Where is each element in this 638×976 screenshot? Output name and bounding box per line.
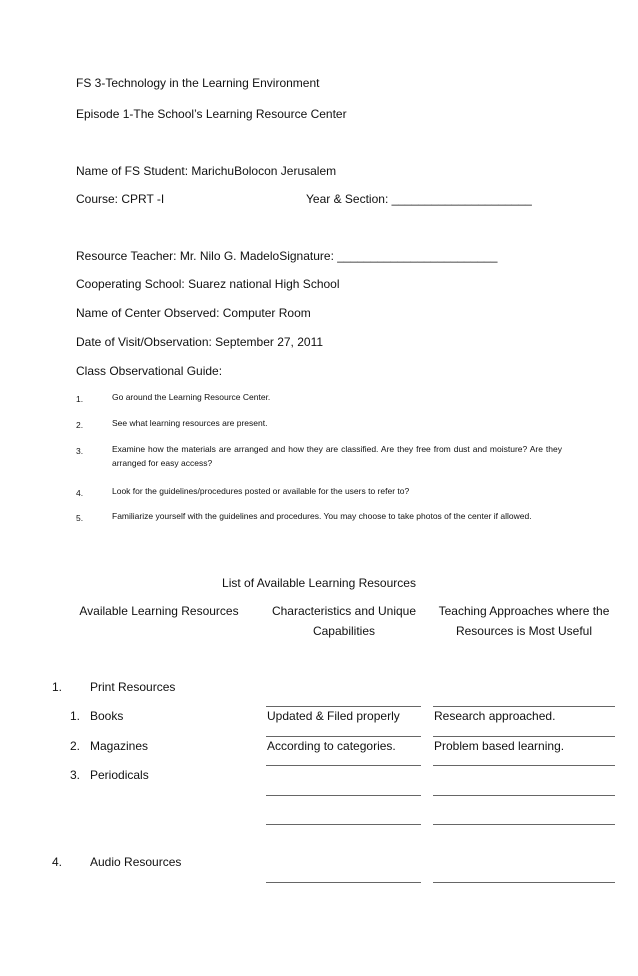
- guide-item-text: Familiarize yourself with the guidelines and procedures. You may choose to take photos of the center if allowed.: [112, 511, 532, 521]
- student-name: Name of FS Student: MarichuBolocon Jerusalem: [76, 164, 337, 178]
- guide-item-number: 1.: [76, 394, 84, 404]
- guide-item-text: Look for the guidelines/procedures posted or available for the users to refer to?: [112, 486, 410, 496]
- table-rule: [433, 736, 615, 737]
- guide-item-number: 2.: [76, 420, 84, 430]
- table-rule: [266, 765, 421, 766]
- table-rule: [266, 736, 421, 737]
- table-rule: [433, 765, 615, 766]
- document-title: FS 3-Technology in the Learning Environment: [76, 76, 320, 90]
- table-rule: [433, 706, 615, 707]
- table-rule: [433, 824, 615, 825]
- year-section-field: Year & Section: _____________________: [306, 192, 532, 206]
- table-rule: [266, 882, 421, 883]
- guide-item-text: See what learning resources are present.: [112, 418, 268, 428]
- table-rule: [266, 706, 421, 707]
- guide-item-number: 4.: [76, 488, 84, 498]
- row-approach: Research approached.: [434, 709, 556, 723]
- table-rule: [266, 824, 421, 825]
- episode-title: Episode 1-The School’s Learning Resource Center: [76, 107, 347, 121]
- center-observed-field: Name of Center Observed: Computer Room: [76, 306, 311, 320]
- table-rule: [266, 795, 421, 796]
- row-label: Books: [90, 709, 124, 723]
- table-rule: [433, 795, 615, 796]
- table-title: List of Available Learning Resources: [222, 576, 416, 590]
- guide-item-text: Go around the Learning Resource Center.: [112, 392, 271, 402]
- resource-teacher-field: Resource Teacher: Mr. Nilo G. MadeloSignature: ________________________: [76, 249, 498, 263]
- row-label: Magazines: [90, 739, 149, 753]
- date-of-visit-field: Date of Visit/Observation: September 27, 2011: [76, 335, 324, 349]
- row-characteristics: Updated & Filed properly: [267, 709, 400, 723]
- cooperating-school-field: Cooperating School: Suarez national High School: [76, 277, 340, 291]
- guide-title: Class Observational Guide:: [76, 364, 223, 378]
- section-number: 4.: [52, 855, 63, 869]
- guide-item-text: Examine how the materials are arranged and how they are classified. Are they free from dust and moisture? Are they arranged for easy access?: [112, 444, 562, 468]
- row-characteristics: According to categories.: [267, 739, 396, 753]
- guide-item-number: 5.: [76, 513, 84, 523]
- row-number: 2.: [70, 739, 81, 753]
- course-field: Course: CPRT -I: [76, 192, 165, 206]
- section-label: Print Resources: [90, 680, 176, 694]
- guide-item-number: 3.: [76, 446, 84, 456]
- row-label: Periodicals: [90, 768, 149, 782]
- table-rule: [433, 882, 615, 883]
- column-header-characteristics: Characteristics and Unique Capabilities: [271, 604, 417, 638]
- column-header-resources: Available Learning Resources: [79, 604, 239, 618]
- row-number: 1.: [70, 709, 81, 723]
- section-number: 1.: [52, 680, 63, 694]
- column-header-approaches: Teaching Approaches where the Resources is Most Useful: [438, 604, 610, 638]
- row-number: 3.: [70, 768, 81, 782]
- section-label: Audio Resources: [90, 855, 182, 869]
- row-approach: Problem based learning.: [434, 739, 565, 753]
